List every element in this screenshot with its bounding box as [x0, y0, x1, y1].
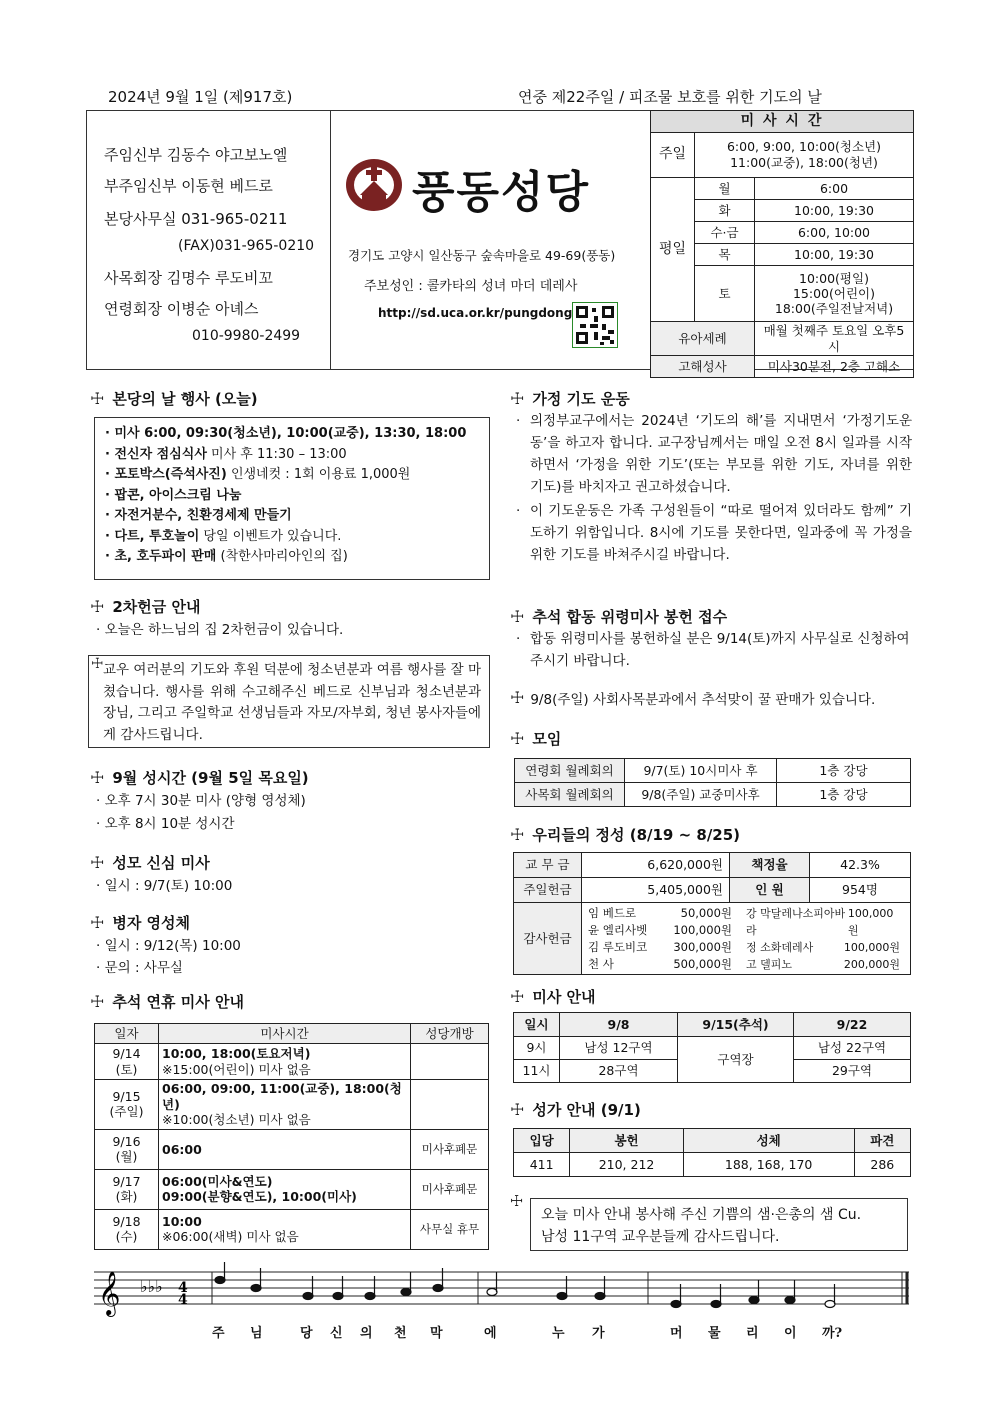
office-phone: 본당사무실 031-965-0211 [104, 210, 288, 228]
people-label: 인 원 [730, 878, 810, 903]
events-box [94, 417, 490, 580]
infant-baptism-value: 매월 첫째주 토요일 오후5시 [755, 322, 914, 356]
rate-value: 42.3% [810, 853, 911, 878]
memorial-mass-title: ☩ 추석 합동 위령미사 봉헌 접수 [510, 607, 728, 626]
cross-icon: ☩ [91, 656, 104, 672]
thanks-box: ☩ 교우 여러분의 기도와 후원 덕분에 청소년분과 여름 행사를 잘 마쳤습니다. 행사를 위해 수고해주신 베드로 신부님과 청소년분과장님, 그리고 주일학교 선생님들과 자모/자부회, 청년 봉사자들에게 감사드립니다. [88, 655, 490, 748]
cross-icon: ☩ [90, 768, 105, 787]
table-row: 연령회 월례회의 9/7(토) 10시미사 후 1층 강당 [515, 759, 911, 783]
qr-code-icon [572, 302, 618, 348]
event-bicycle: · 자전거분수, 친환경세제 만들기 [105, 508, 292, 523]
hymns-table: 입당 봉헌 성체 파견 411 210, 212 188, 168, 170 286 [513, 1128, 911, 1177]
time-tue: 10:00, 19:30 [755, 200, 914, 222]
time-thu: 10:00, 19:30 [755, 244, 914, 266]
chuseok-schedule-table: 일자 미사시간 성당개방 9/14 (토) 10:00, 18:00(토요저녁) ※15:00(어린이) 미사 없음 9/15 (주일) 06:00, 09:00, 11:00(교중), 18:00(청년) ※10:00(청소년) 미사 없음 9/16 (월) 06:00 미사후폐문 9/17 (화) 06:00(미사&연도) 09:00(분향&연도), 10:00(미사) 미사후폐문 9/18 (수) 10:00 ※06:00(새벽) 미사 없음 사무실 휴무 [94, 1023, 489, 1250]
issue-date: 2024년 9월 1일 (제917호) [108, 88, 293, 106]
table-row: 9/14 (토) 10:00, 18:00(토요저녁) ※15:00(어린이) 미사 없음 [95, 1044, 489, 1080]
cross-icon: ☩ [510, 825, 525, 844]
cross-icon: ☩ [90, 853, 105, 872]
offering-title: ☩ 우리들의 정성 (8/19 ~ 8/25) [510, 825, 741, 844]
church-name: 풍동성당 [412, 167, 591, 218]
table-row: 9/16 (월) 06:00 미사후폐문 [95, 1129, 489, 1169]
sick-communion-details: · 일시 : 9/12(목) 10:00 · 문의 : 사무실 [96, 938, 241, 976]
events-section-title: ☩ 본당의 날 행사 (오늘) [90, 389, 258, 408]
second-collection-text: · 오늘은 하느님의 집 2차헌금이 있습니다. [96, 622, 344, 638]
mass-times-table [650, 110, 914, 378]
hymn-lyrics: 주 님 당 신 의 천 막 에 누 가 머 물 리 이 까? [212, 1326, 843, 1341]
elders-phone: 010-9980-2499 [192, 328, 301, 344]
family-prayer-text: · 의정부교구에서는 2024년 ‘기도의 해’를 지내면서 ‘가정기도운동’을 하고자 합니다. 교구장님께서는 매일 오전 8시 일과를 시작하면서 ‘가정을 위한 기도’(또는 부모를 위한 기도, 자녀를 위한 기도)를 바치자고 권고하셨습니다. · 이 기도운동은 가족 구성원들이 “따로 떨어져 있더라도 함께” 기도하기 위함입니다. 8시에 기도를 못한다면, 일과중에 꼭 가정을 위한 기도를 바쳐주시길 바랍니다. [516, 413, 912, 563]
svg-text:4: 4 [178, 1292, 188, 1308]
cross-icon: ☩ [510, 389, 525, 408]
day-thu: 목 [695, 244, 755, 266]
meetings-table [514, 758, 911, 807]
meetings-title: ☩ 모임 [510, 729, 562, 748]
holy-hour-details: · 오후 7시 30분 미사 (양형 영성체) · 오후 8시 10분 성시간 [96, 793, 306, 832]
mass-guide-table: 일시 9/8 9/15(추석) 9/22 9시 남성 12구역 구역장 남성 22구역 11시 28구역 29구역 [513, 1012, 911, 1083]
patron-saint: 주보성인 : 콜카타의 성녀 마더 데레사 [364, 279, 578, 294]
marian-mass-date: · 일시 : 9/7(토) 10:00 [96, 878, 233, 894]
svg-text:♭♭♭: ♭♭♭ [140, 1277, 163, 1296]
kyomu-value: 6,620,000원 [582, 853, 730, 878]
hymns-title: ☩ 성가 안내 (9/1) [510, 1100, 641, 1119]
event-popcorn: · 팝콘, 아이스크림 나눔 [105, 487, 242, 503]
event-lunch: · 전신자 점심식사 미사 후 11:30 – 13:00 [105, 446, 347, 462]
elders-president: 연령회장 이병순 아녜스 [104, 300, 259, 318]
office-fax: (FAX)031-965-0210 [178, 238, 315, 254]
pastor: 주임신부 김동수 야고보노엘 [104, 146, 288, 164]
website-url: http://sd.uca.or.kr/pungdong [378, 306, 573, 320]
treble-clef-icon: 𝄞 [98, 1271, 121, 1315]
cross-icon: ☩ [90, 597, 105, 616]
svg-text:4: 4 [178, 1280, 188, 1296]
day-sat: 토 [695, 266, 755, 322]
day-tue: 화 [695, 200, 755, 222]
sunday-offering-value: 5,405,000원 [582, 878, 730, 903]
rate-label: 책정율 [730, 853, 810, 878]
kyomu-label: 교 무 금 [514, 853, 582, 878]
server-thanks-box: 오늘 미사 안내 봉사해 주신 기쁨의 샘·은총의 샘 Cu. 남성 11구역 교우분들께 감사드립니다. [530, 1198, 908, 1251]
confession-label: 고해성사 [651, 356, 755, 378]
people-value: 954명 [810, 878, 911, 903]
day-wed-fri: 수·금 [695, 222, 755, 244]
day-mon: 월 [695, 178, 755, 200]
offering-table [513, 852, 911, 975]
donor-list: 임 베드로 50,000원 윤 엘리사벳 100,000원 김 루도비코 300,000원 천 사 500,000원 강 막달레나소피아바라 100,000원 정 소화데레사 100,000원 고 델피노 200,000원 [582, 903, 911, 975]
cross-icon: ☩ [90, 389, 105, 408]
assistant-pastor: 부주임신부 이동현 베드로 [104, 177, 273, 195]
table-row: 9시 남성 12구역 구역장 남성 22구역 [514, 1037, 911, 1060]
council-president: 사목회장 김명수 루도비꼬 [104, 269, 273, 287]
table-row: 411 210, 212 188, 168, 170 286 [514, 1153, 911, 1177]
confession-value: 미사30분전, 2층 고해소 [755, 356, 914, 378]
event-darts: · 다트, 투호놀이 당일 이벤트가 있습니다. [105, 528, 342, 544]
liturgical-title: 연중 제22주일 / 피조물 보호를 위한 기도의 날 [518, 88, 822, 106]
sick-communion-title: ☩ 병자 영성체 [90, 913, 191, 932]
holy-hour-title: ☩ 9월 성시간 (9월 5일 목요일) [90, 768, 309, 787]
music-staff [94, 1262, 914, 1322]
cross-icon: ☩ [90, 913, 105, 932]
mass-times-title: 미 사 시 간 [651, 111, 914, 133]
table-row: 9/18 (수) 10:00 ※06:00(새벽) 미사 없음 사무실 휴무 [95, 1209, 489, 1249]
staff-info [104, 140, 314, 347]
cross-icon: ☩ [510, 1192, 524, 1210]
table-row: 사목회 월례회의 9/8(주일) 교중미사후 1층 강당 [515, 783, 911, 807]
cross-icon: ☩ [90, 992, 105, 1011]
memorial-mass-text: · 합동 위령미사를 봉헌하실 분은 9/14(토)까지 사무실로 신청하여 주시기 바랍니다. [516, 631, 910, 669]
cross-icon: ☩ [510, 607, 525, 626]
chuseok-honey-sale: ☩ 9/8(주일) 사회사목분과에서 추석맞이 꿀 판매가 있습니다. [510, 688, 876, 708]
table-row: 9/17 (화) 06:00(미사&연도) 09:00(분향&연도), 10:00(미사) 미사후폐문 [95, 1169, 489, 1209]
thanks-offering-label: 감사헌금 [514, 903, 582, 975]
family-prayer-title: ☩ 가정 기도 운동 [510, 389, 630, 408]
cross-icon: ☩ [510, 688, 525, 707]
church-logo-icon [344, 157, 404, 213]
chuseok-schedule-title: ☩ 추석 연휴 미사 안내 [90, 992, 244, 1011]
time-wed-fri: 6:00, 10:00 [755, 222, 914, 244]
infant-baptism-label: 유아세례 [651, 322, 755, 356]
table-row: 9/15 (주일) 06:00, 09:00, 11:00(교중), 18:00(청년) ※10:00(청소년) 미사 없음 [95, 1080, 489, 1130]
second-collection-title: ☩ 2차헌금 안내 [90, 597, 201, 616]
table-row: 11시 28구역 29구역 [514, 1060, 911, 1083]
cross-icon: ☩ [510, 729, 525, 748]
weekday-label: 평일 [651, 178, 695, 322]
sunday-label: 주일 [651, 133, 695, 178]
time-sat: 10:00(평일) 15:00(어린이) 18:00(주일전날저녁) [755, 266, 914, 322]
marian-mass-title: ☩ 성모 신심 미사 [90, 853, 210, 872]
cross-icon: ☩ [510, 987, 525, 1006]
mass-guide-title: ☩ 미사 안내 [510, 987, 596, 1006]
event-sale: · 초, 호두파이 판매 (착한사마리아인의 집) [105, 549, 348, 564]
event-mass: · 미사 6:00, 09:30(청소년), 10:00(교중), 13:30, 18:00 [105, 426, 467, 441]
cross-icon: ☩ [510, 1100, 525, 1119]
event-photobox: · 포토박스(즉석사진) 인생네컷 : 1회 이용료 1,000원 [105, 467, 411, 482]
time-mon: 6:00 [755, 178, 914, 200]
sunday-offering-label: 주일헌금 [514, 878, 582, 903]
sunday-times: 6:00, 9:00, 10:00(청소년) 11:00(교중), 18:00(청년) [695, 133, 914, 178]
church-address: 경기도 고양시 일산동구 숲속마을로 49-69(풍동) [348, 248, 616, 263]
